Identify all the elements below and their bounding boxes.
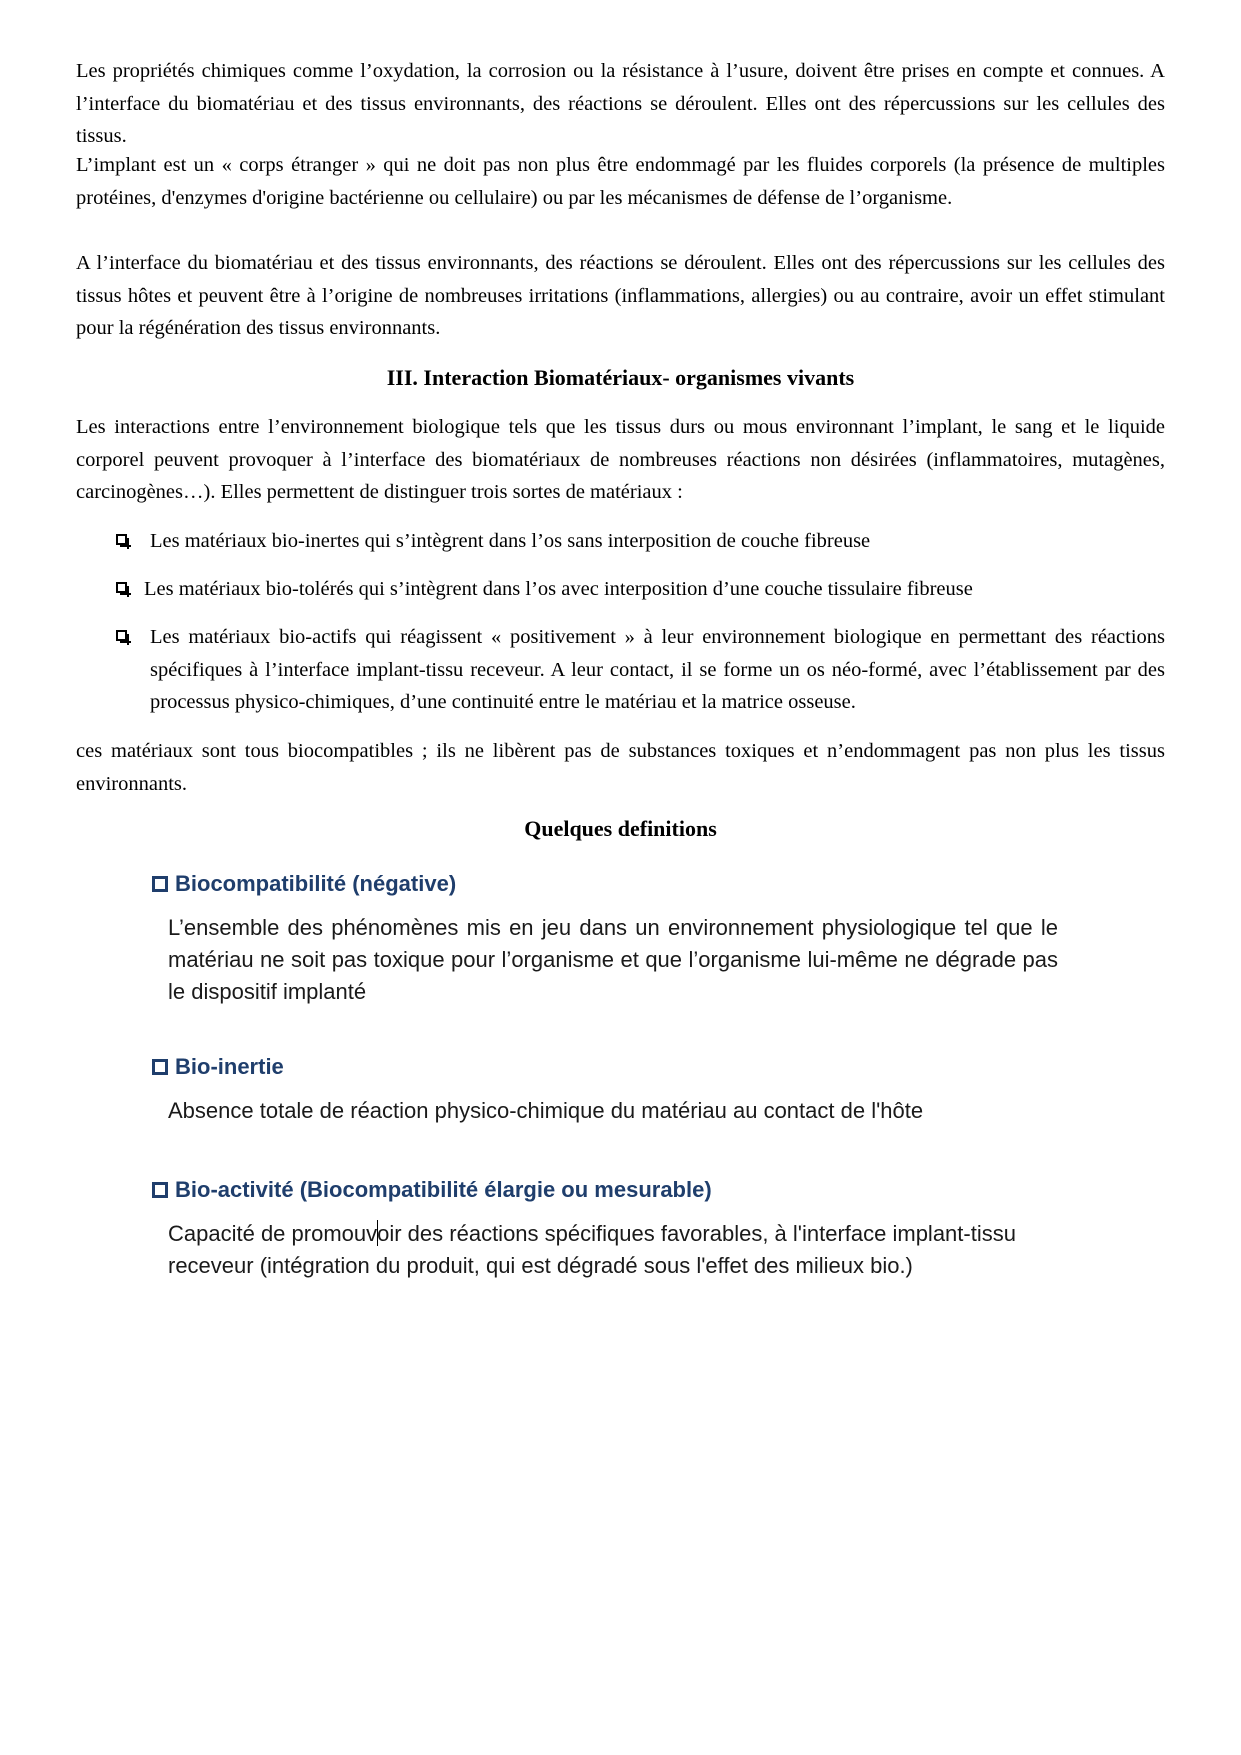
definition-heading [152, 1176, 1062, 1204]
checkbox-bullet-icon [152, 876, 168, 892]
checkbox-bullet-icon [152, 1059, 168, 1075]
paragraph-interactions-intro: Les interactions entre l’environnement biologique tels que les tissus durs ou mous environnant l’implant, le sang et le liquide corporel peuvent provoquer à l’interface des biomatériaux de nombreuses réactions non désirées (inflammatoires, mutagènes, carcinogènes…). Elles permettent de distinguer trois sortes de matériaux : [76, 416, 1165, 503]
bullet-item-bio-actifs [113, 621, 1165, 719]
bullet-item-bio-inertes [113, 525, 1165, 558]
definition-bio-activite [152, 1176, 1062, 1282]
checkbox-bullet-icon [116, 582, 127, 593]
section-title: III. Interaction Biomatériaux- organismes vivants [386, 365, 855, 390]
checkbox-bullet-icon [116, 630, 127, 641]
checkbox-bullet-icon [152, 1182, 168, 1198]
bullet-text: Les matériaux bio-inertes qui s’intègrent dans l’os sans interposition de couche fibreuse [150, 530, 871, 552]
definition-term: Bio-inertie [175, 1054, 284, 1079]
definition-text: L’ensemble des phénomènes mis en jeu dans un environnement physiologique tel que le matériau ne soit pas toxique pour l’organisme et que l’organisme lui-même ne dégrade pas le dispositif implanté [168, 915, 1058, 1004]
definition-text-part: Capacité de promouv [168, 1221, 378, 1246]
definition-heading [152, 1053, 1062, 1081]
bullet-text: Les matériaux bio-actifs qui réagissent « positivement » à leur environnement biologique en permettant des réactions spécifiques à l’interface implant-tissu receveur. A leur contact, il se forme un os néo-formé, avec l’établissement par des processus physico-chimiques, d’une continuité entre le matériau et la matrice osseuse. [150, 626, 1165, 713]
definition-heading [152, 870, 1062, 898]
paragraph-conclusion: ces matériaux sont tous biocompatibles ; ils ne libèrent pas de substances toxiques et n’endommagent pas non plus les tissus environnants. [76, 740, 1165, 795]
bullet-item-bio-toleres [113, 573, 1165, 606]
paragraph-foreign-body: L’implant est un « corps étranger » qui ne doit pas non plus être endommagé par les fluides corporels (la présence de multiples protéines, d'enzymes d'origine bactérienne ou cellulaire) ou par les mécanismes de défense de l’organisme. [76, 154, 1165, 209]
definition-text-part: oir des réactions spécifiques favorables, à l'interface implant-tissu receveur (intégration du produit, qui est dégradé sous l'effet des milieux bio.) [168, 1221, 1016, 1278]
definition-biocompatibilite [152, 870, 1062, 1008]
paragraph-interface-reactions: A l’interface du biomatériau et des tissus environnants, des réactions se déroulent. Elles ont des répercussions sur les cellules des tissus hôtes et peuvent être à l’origine de nombreuses irritations (inflammations, allergies) ou au contraire, avoir un effet stimulant pour la régénération des tissus environnants. [76, 252, 1165, 339]
definition-term: Bio-activité (Biocompatibilité élargie ou mesurable) [175, 1177, 712, 1202]
definition-term: Biocompatibilité (négative) [175, 871, 457, 896]
checkbox-bullet-icon [116, 534, 127, 545]
definitions-title: Quelques definitions [524, 816, 717, 841]
bullet-text: Les matériaux bio-tolérés qui s’intègrent dans l’os avec interposition d’une couche tissulaire fibreuse [144, 578, 973, 600]
definition-bio-inertie [152, 1053, 1062, 1127]
paragraph-chemical-properties: Les propriétés chimiques comme l’oxydation, la corrosion ou la résistance à l’usure, doivent être prises en compte et connues. A l’interface du biomatériau et des tissus environnants, des réactions se déroulent. Elles ont des répercussions sur les cellules des tissus. [76, 60, 1165, 147]
definition-text [168, 1218, 1058, 1282]
definition-text: Absence totale de réaction physico-chimique du matériau au contact de l'hôte [168, 1098, 924, 1123]
